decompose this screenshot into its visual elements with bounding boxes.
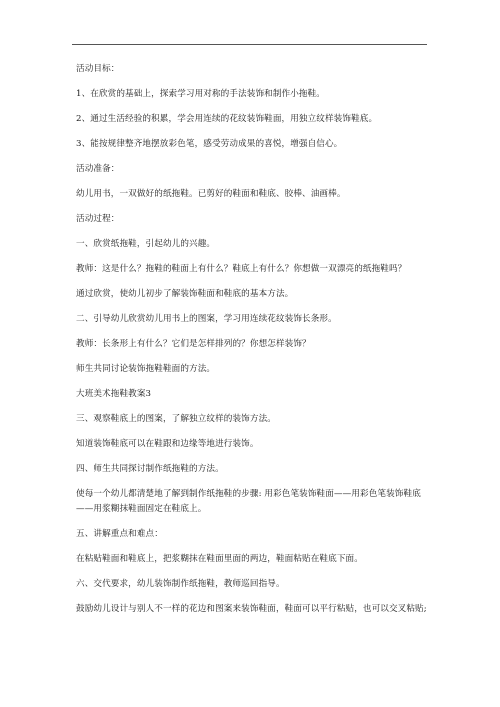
process-step-2: 二、引导幼儿欣赏幼儿用书上的图案，学习用连续花纹装饰长条形。 (76, 314, 337, 324)
teacher-question-1: 教师：这是什么？拖鞋的鞋面上有什么？鞋底上有什么？你想做一双漂亮的纸拖鞋吗？ (76, 264, 407, 274)
section-heading-preparation: 活动准备： (76, 164, 120, 174)
process-step-5: 五、讲解重点和难点： (76, 529, 163, 539)
document-subtitle: 大班美术拖鞋教案3 (76, 389, 152, 399)
process-step-3: 三、观察鞋底上的图案，了解独立纹样的装饰方法。 (76, 414, 276, 424)
paragraph-text: 鼓励幼儿设计与别人不一样的花边和图案来装饰鞋面，鞋面可以平行粘贴，也可以交叉粘贴; (76, 604, 427, 614)
paragraph-text: 使每一个幼儿都清楚地了解到制作纸拖鞋的步骤: 用彩色笔装饰鞋面——用彩色笔装饰鞋底 (76, 489, 421, 499)
preparation-text: 幼儿用书，一双做好的纸拖鞋。已剪好的鞋面和鞋底、胶棒、油画棒。 (76, 189, 346, 199)
section-heading-process: 活动过程： (76, 214, 120, 224)
paragraph-text: 通过欣赏，使幼儿初步了解装饰鞋面和鞋底的基本方法。 (76, 289, 294, 299)
goal-item-2: 2、通过生活经验的积累，学会用连续的花纹装饰鞋面，用独立纹样装饰鞋底。 (76, 114, 378, 124)
goal-item-1: 1、在欣赏的基础上，探索学习用对称的手法装饰和制作小拖鞋。 (76, 89, 325, 99)
paragraph-text: 知道装饰鞋底可以在鞋跟和边缘等地进行装饰。 (76, 439, 259, 449)
process-step-6: 六、交代要求，幼儿装饰制作纸拖鞋，教师巡回指导。 (76, 579, 285, 589)
header-rule (72, 44, 427, 45)
teacher-question-2: 教师：长条形上有什么？它们是怎样排列的？你想怎样装饰？ (76, 339, 311, 349)
paragraph-text-continued: ——用浆糊抹鞋面固定在鞋底上。 (76, 504, 207, 514)
paragraph-text: 在粘贴鞋面和鞋底上，把浆糊抹在鞋面里面的两边，鞋面粘贴在鞋底下面。 (76, 554, 363, 564)
section-heading-goals: 活动目标： (76, 64, 120, 74)
goal-item-3: 3、能按规律整齐地摆放彩色笔，感受劳动成果的喜悦，增强自信心。 (76, 139, 343, 149)
paragraph-text: 师生共同讨论装饰拖鞋鞋面的方法。 (76, 364, 216, 374)
process-step-4: 四、师生共同探讨制作纸拖鞋的方法。 (76, 464, 224, 474)
process-step-1: 一、欣赏纸拖鞋，引起幼儿的兴趣。 (76, 239, 216, 249)
